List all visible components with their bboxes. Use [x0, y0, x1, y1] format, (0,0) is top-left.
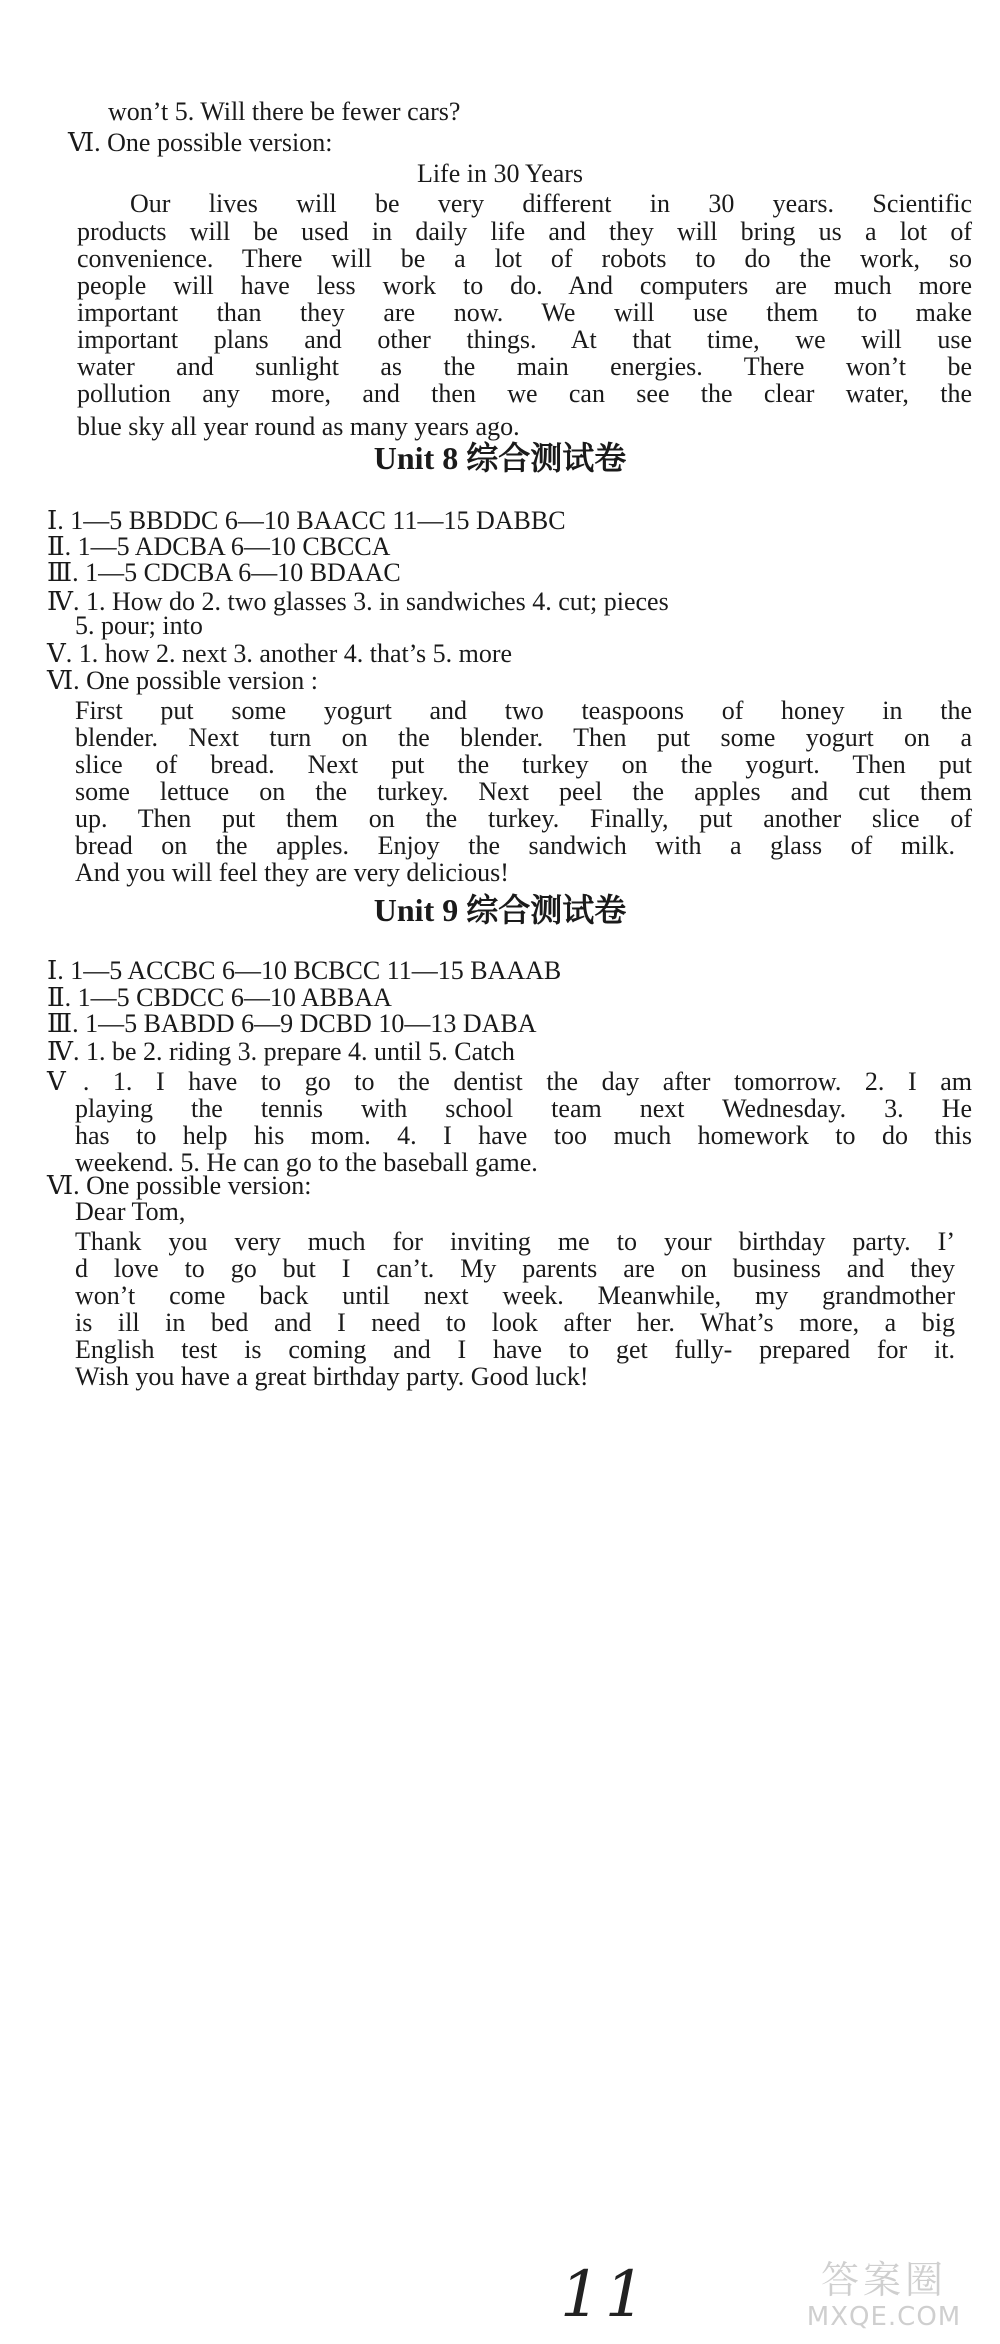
unit8-section-i: Ⅰ. 1—5 BBDDC 6—10 BAACC 11—15 DABBC — [47, 506, 566, 535]
letter-greeting: Dear Tom, — [75, 1197, 186, 1226]
unit8-essay-line: up. Then put them on the turkey. Finally, put another slice of — [75, 804, 972, 833]
essay-line: pollution any more, and then we can see the clear water, the — [77, 379, 972, 408]
letter-line: won’t come back until next week. Meanwhile, my grandmother — [75, 1281, 955, 1310]
unit9-section-i: Ⅰ. 1—5 ACCBC 6—10 BCBCC 11—15 BAAAB — [47, 956, 562, 985]
essay-line: products will be used in daily life and they will bring us a lot of — [77, 217, 972, 246]
unit8-essay-line: First put some yogurt and two teaspoons of honey in the — [75, 696, 972, 725]
unit9-section-v: Ⅴ. 1. I have to go to the dentist the day after tomorrow. 2. I am — [47, 1067, 972, 1096]
unit8-essay-line: slice of bread. Next put the turkey on the yogurt. Then put — [75, 750, 972, 779]
watermark-top-text: 答案圈 — [820, 2258, 947, 2302]
essay-title: Life in 30 Years — [416, 159, 584, 188]
unit8-section-iii: Ⅲ. 1—5 CDCBA 6—10 BDAAC — [47, 558, 401, 587]
unit8-essay-line: some lettuce on the turkey. Next peel the apples and cut them — [75, 777, 972, 806]
unit8-essay-line: And you will feel they are very delicious! — [75, 858, 509, 887]
unit9-section-iv: Ⅳ. 1. be 2. riding 3. prepare 4. until 5. Catch — [47, 1037, 515, 1066]
letter-line: d love to go but I can’t. My parents are on business and they — [75, 1254, 955, 1283]
essay-line: blue sky all year round as many years ago. — [77, 412, 520, 441]
watermark-bottom-text: MXQE.COM — [806, 2302, 962, 2332]
unit8-section-v: Ⅴ. 1. how 2. next 3. another 4. that’s 5. more — [47, 639, 513, 668]
letter-line: is ill in bed and I need to look after her. What’s more, a big — [75, 1308, 955, 1337]
page-number: 11 — [560, 2258, 650, 2332]
unit9-section-vi-label: Ⅵ. One possible version: — [47, 1171, 312, 1200]
unit8-essay-line: blender. Next turn on the blender. Then put some yogurt on a — [75, 723, 972, 752]
essay-line: people will have less work to do. And computers are much more — [77, 271, 972, 300]
essay-line: convenience. There will be a lot of robots to do the work, so — [77, 244, 972, 273]
essay-line: important plans and other things. At that time, we will use — [77, 325, 972, 354]
letter-line: Thank you very much for inviting me to your birthday party. I’ — [75, 1227, 955, 1256]
unit8-section-iv-cont: 5. pour; into — [75, 611, 203, 640]
unit9-section-iii: Ⅲ. 1—5 BABDD 6—9 DCBD 10—13 DABA — [47, 1009, 537, 1038]
unit9-title: Unit 9 综合测试卷 — [373, 892, 627, 928]
unit9-section-ii: Ⅱ. 1—5 CBDCC 6—10 ABBAA — [47, 983, 392, 1012]
unit9-section-v-cont: weekend. 5. He can go to the baseball game. — [75, 1148, 538, 1177]
essay-line: important than they are now. We will use them to make — [77, 298, 972, 327]
unit8-title: Unit 8 综合测试卷 — [373, 440, 627, 476]
letter-line: Wish you have a great birthday party. Good luck! — [75, 1362, 589, 1391]
unit8-section-ii: Ⅱ. 1—5 ADCBA 6—10 CBCCA — [47, 532, 391, 561]
letter-line: English test is coming and I have to get fully- prepared for it. — [75, 1335, 955, 1364]
unit9-section-v-cont: has to help his mom. 4. I have too much homework to do this — [75, 1121, 972, 1150]
unit8-essay-line: bread on the apples. Enjoy the sandwich with a glass of milk. — [75, 831, 955, 860]
section-vi-label: Ⅵ. One possible version: — [68, 128, 333, 157]
unit8-section-vi-label: Ⅵ. One possible version : — [47, 666, 318, 695]
unit9-section-v-cont: playing the tennis with school team next Wednesday. 3. He — [75, 1094, 972, 1123]
unit8-section-iv: Ⅳ. 1. How do 2. two glasses 3. in sandwiches 4. cut; pieces — [47, 587, 669, 616]
essay-line: Our lives will be very different in 30 years. Scientific — [130, 189, 972, 218]
essay-line: water and sunlight as the main energies. There won’t be — [77, 352, 972, 381]
watermark-logo — [784, 2258, 984, 2336]
top-line-1: won’t 5. Will there be fewer cars? — [108, 97, 461, 126]
